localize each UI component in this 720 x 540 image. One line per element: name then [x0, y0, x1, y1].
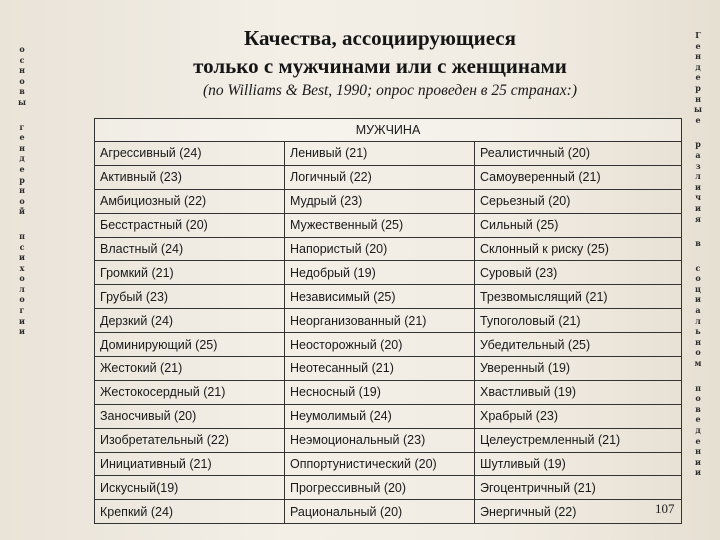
margin-word: с о ц и а л ь н о м [694, 262, 702, 369]
table-cell: Недобрый (19) [285, 261, 475, 285]
table-cell: Мудрый (23) [285, 189, 475, 213]
table-cell: Уверенный (19) [475, 357, 682, 381]
table-cell: Громкий (21) [95, 261, 285, 285]
table-cell: Заносчивый (20) [95, 404, 285, 428]
page-number: 107 [655, 501, 675, 516]
margin-word: р а з л и ч и я [695, 139, 701, 224]
table-row [95, 261, 682, 285]
title-line-2: только с мужчинами или с женщинами [193, 54, 567, 78]
table-cell: Жестокосердный (21) [95, 380, 285, 404]
table-cell: Напористый (20) [285, 237, 475, 261]
table-row [95, 189, 682, 213]
table-cell: Неотесанный (21) [285, 357, 475, 381]
table-cell: Неосторожный (20) [285, 333, 475, 357]
table-cell: Трезвомыслящий (21) [475, 285, 682, 309]
table-cell: Энергичный (22) [475, 500, 682, 524]
table-cell: Инициативный (21) [95, 452, 285, 476]
table-cell: Склонный к риску (25) [475, 237, 682, 261]
table-cell: Рациональный (20) [285, 500, 475, 524]
table-cell: Оппортунистический (20) [285, 452, 475, 476]
table-cell: Изобретательный (22) [95, 428, 285, 452]
table-cell: Доминирующий (25) [95, 333, 285, 357]
table-cell: Бесстрастный (20) [95, 213, 285, 237]
table-cell: Убедительный (25) [475, 333, 682, 357]
margin-word: Г е н д е р н ы е [693, 30, 703, 125]
qualities-table-container [94, 118, 682, 524]
table-cell: Активный (23) [95, 165, 285, 189]
qualities-table [94, 118, 682, 524]
margin-word: о с н о в ы [17, 44, 27, 107]
table-cell: Самоуверенный (21) [475, 165, 682, 189]
table-cell: Хвастливый (19) [475, 380, 682, 404]
table-cell: Храбрый (23) [475, 404, 682, 428]
table-row [95, 452, 682, 476]
table-cell: Логичный (22) [285, 165, 475, 189]
table-cell: Искусный(19) [95, 476, 285, 500]
table-row [95, 165, 682, 189]
table-row [95, 404, 682, 428]
table-cell: Неэмоциональный (23) [285, 428, 475, 452]
table-row [95, 213, 682, 237]
table-cell: Тупоголовый (21) [475, 309, 682, 333]
table-row [95, 476, 682, 500]
table-row [95, 333, 682, 357]
table-cell: Несносный (19) [285, 380, 475, 404]
margin-word: п о в е д е н и и [695, 382, 701, 478]
table-cell: Целеустремленный (21) [475, 428, 682, 452]
table-cell: Сильный (25) [475, 213, 682, 237]
table-cell: Крепкий (24) [95, 500, 285, 524]
table-cell: Суровый (23) [475, 261, 682, 285]
table-cell: Неорганизованный (21) [285, 309, 475, 333]
table-cell: Прогрессивный (20) [285, 476, 475, 500]
table-cell: Дерзкий (24) [95, 309, 285, 333]
margin-word: в [695, 238, 701, 249]
left-margin-vertical-text [14, 0, 30, 540]
table-row [95, 285, 682, 309]
table-row [95, 237, 682, 261]
table-row [95, 428, 682, 452]
margin-word: г е н д е р н о й [19, 121, 25, 217]
table-cell: Ленивый (21) [285, 142, 475, 166]
right-margin-vertical-text [690, 0, 706, 540]
table-cell: Жестокий (21) [95, 357, 285, 381]
table-cell: Грубый (23) [95, 285, 285, 309]
table-cell: Неумолимый (24) [285, 404, 475, 428]
table-cell: Серьезный (20) [475, 189, 682, 213]
table-row [95, 357, 682, 381]
table-cell: Эгоцентричный (21) [475, 476, 682, 500]
table-body [95, 142, 682, 524]
table-row [95, 142, 682, 166]
subtitle: (по Williams & Best, 1990; опрос проведен в 25 странах:) [203, 82, 577, 99]
table-cell: Агрессивный (24) [95, 142, 285, 166]
table-header-row [95, 119, 682, 142]
table-cell: Мужественный (25) [285, 213, 475, 237]
table-cell: Амбициозный (22) [95, 189, 285, 213]
page-title [120, 24, 640, 80]
table-row [95, 500, 682, 524]
table-cell: Независимый (25) [285, 285, 475, 309]
table-row [95, 380, 682, 404]
table-header-men: МУЖЧИНА [95, 119, 682, 142]
table-row [95, 309, 682, 333]
table-cell: Властный (24) [95, 237, 285, 261]
table-cell: Шутливый (19) [475, 452, 682, 476]
margin-word: п с и х о л о г и и [19, 230, 25, 337]
title-line-1: Качества, ассоциирующиеся [244, 26, 516, 50]
table-cell: Реалистичный (20) [475, 142, 682, 166]
